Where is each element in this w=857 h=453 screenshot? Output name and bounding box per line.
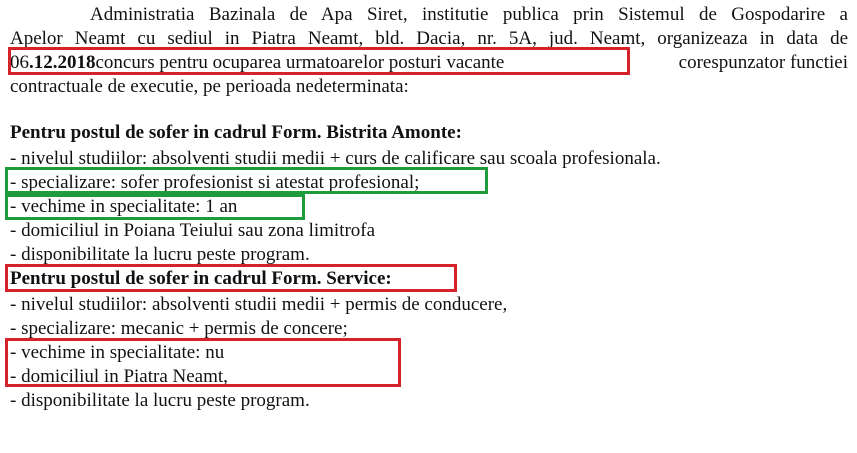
- section1-item-5: - disponibilitate la lucru peste program.: [10, 244, 310, 265]
- intro-line-4: contractuale de executie, pe perioada nedeterminata:: [10, 76, 409, 97]
- date-bold: .12.2018: [29, 52, 96, 73]
- highlight-specialization-box: [5, 167, 488, 194]
- section1-item-1: - nivelul studiilor: absolventi studii medii + curs de calificare sau scoala profesionala.: [10, 148, 661, 169]
- section2-item-5: - disponibilitate la lucru peste program.: [10, 390, 310, 411]
- highlight-service-heading-box: [5, 264, 457, 292]
- section2-item-3: - vechime in specialitate: nu: [10, 342, 225, 363]
- intro-line-3-end: corespunzator functiei: [678, 52, 848, 73]
- intro-line-3-middle: concurs pentru ocuparea urmatoarelor posturi vacante: [95, 52, 505, 73]
- section1-item-4: - domiciliul in Poiana Teiului sau zona limitrofa: [10, 220, 376, 241]
- highlight-experience-box: [5, 194, 305, 220]
- section1-item-3: - vechime in specialitate: 1 an: [10, 196, 238, 217]
- section1-heading: [10, 121, 848, 145]
- intro-line-1-text: Administratia Bazinala de Apa Siret, institutie publica prin Sistemul de Gospodarire a: [90, 4, 848, 25]
- date-prefix: 06: [10, 52, 29, 73]
- highlight-service-requirements-box: [5, 338, 401, 387]
- section2-item-2: - specializare: mecanic + permis de concere;: [10, 318, 348, 339]
- intro-line-1: [10, 3, 848, 27]
- intro-line-2: Apelor Neamt cu sediul in Piatra Neamt, bld. Dacia, nr. 5A, jud. Neamt, organizeaza in data de: [10, 28, 848, 49]
- section2-heading-text: Pentru postul de sofer in cadrul Form. Service:: [10, 268, 392, 289]
- section2-item-1: - nivelul studiilor: absolventi studii medii + permis de conducere,: [10, 294, 508, 315]
- section1-item-2: - specializare: sofer profesionist si atestat profesional;: [10, 172, 420, 193]
- highlight-date-box: [8, 47, 630, 75]
- section1-heading-text: Pentru postul de sofer in cadrul Form. Bistrita Amonte:: [10, 122, 462, 143]
- section2-item-4: - domiciliul in Piatra Neamt,: [10, 366, 228, 387]
